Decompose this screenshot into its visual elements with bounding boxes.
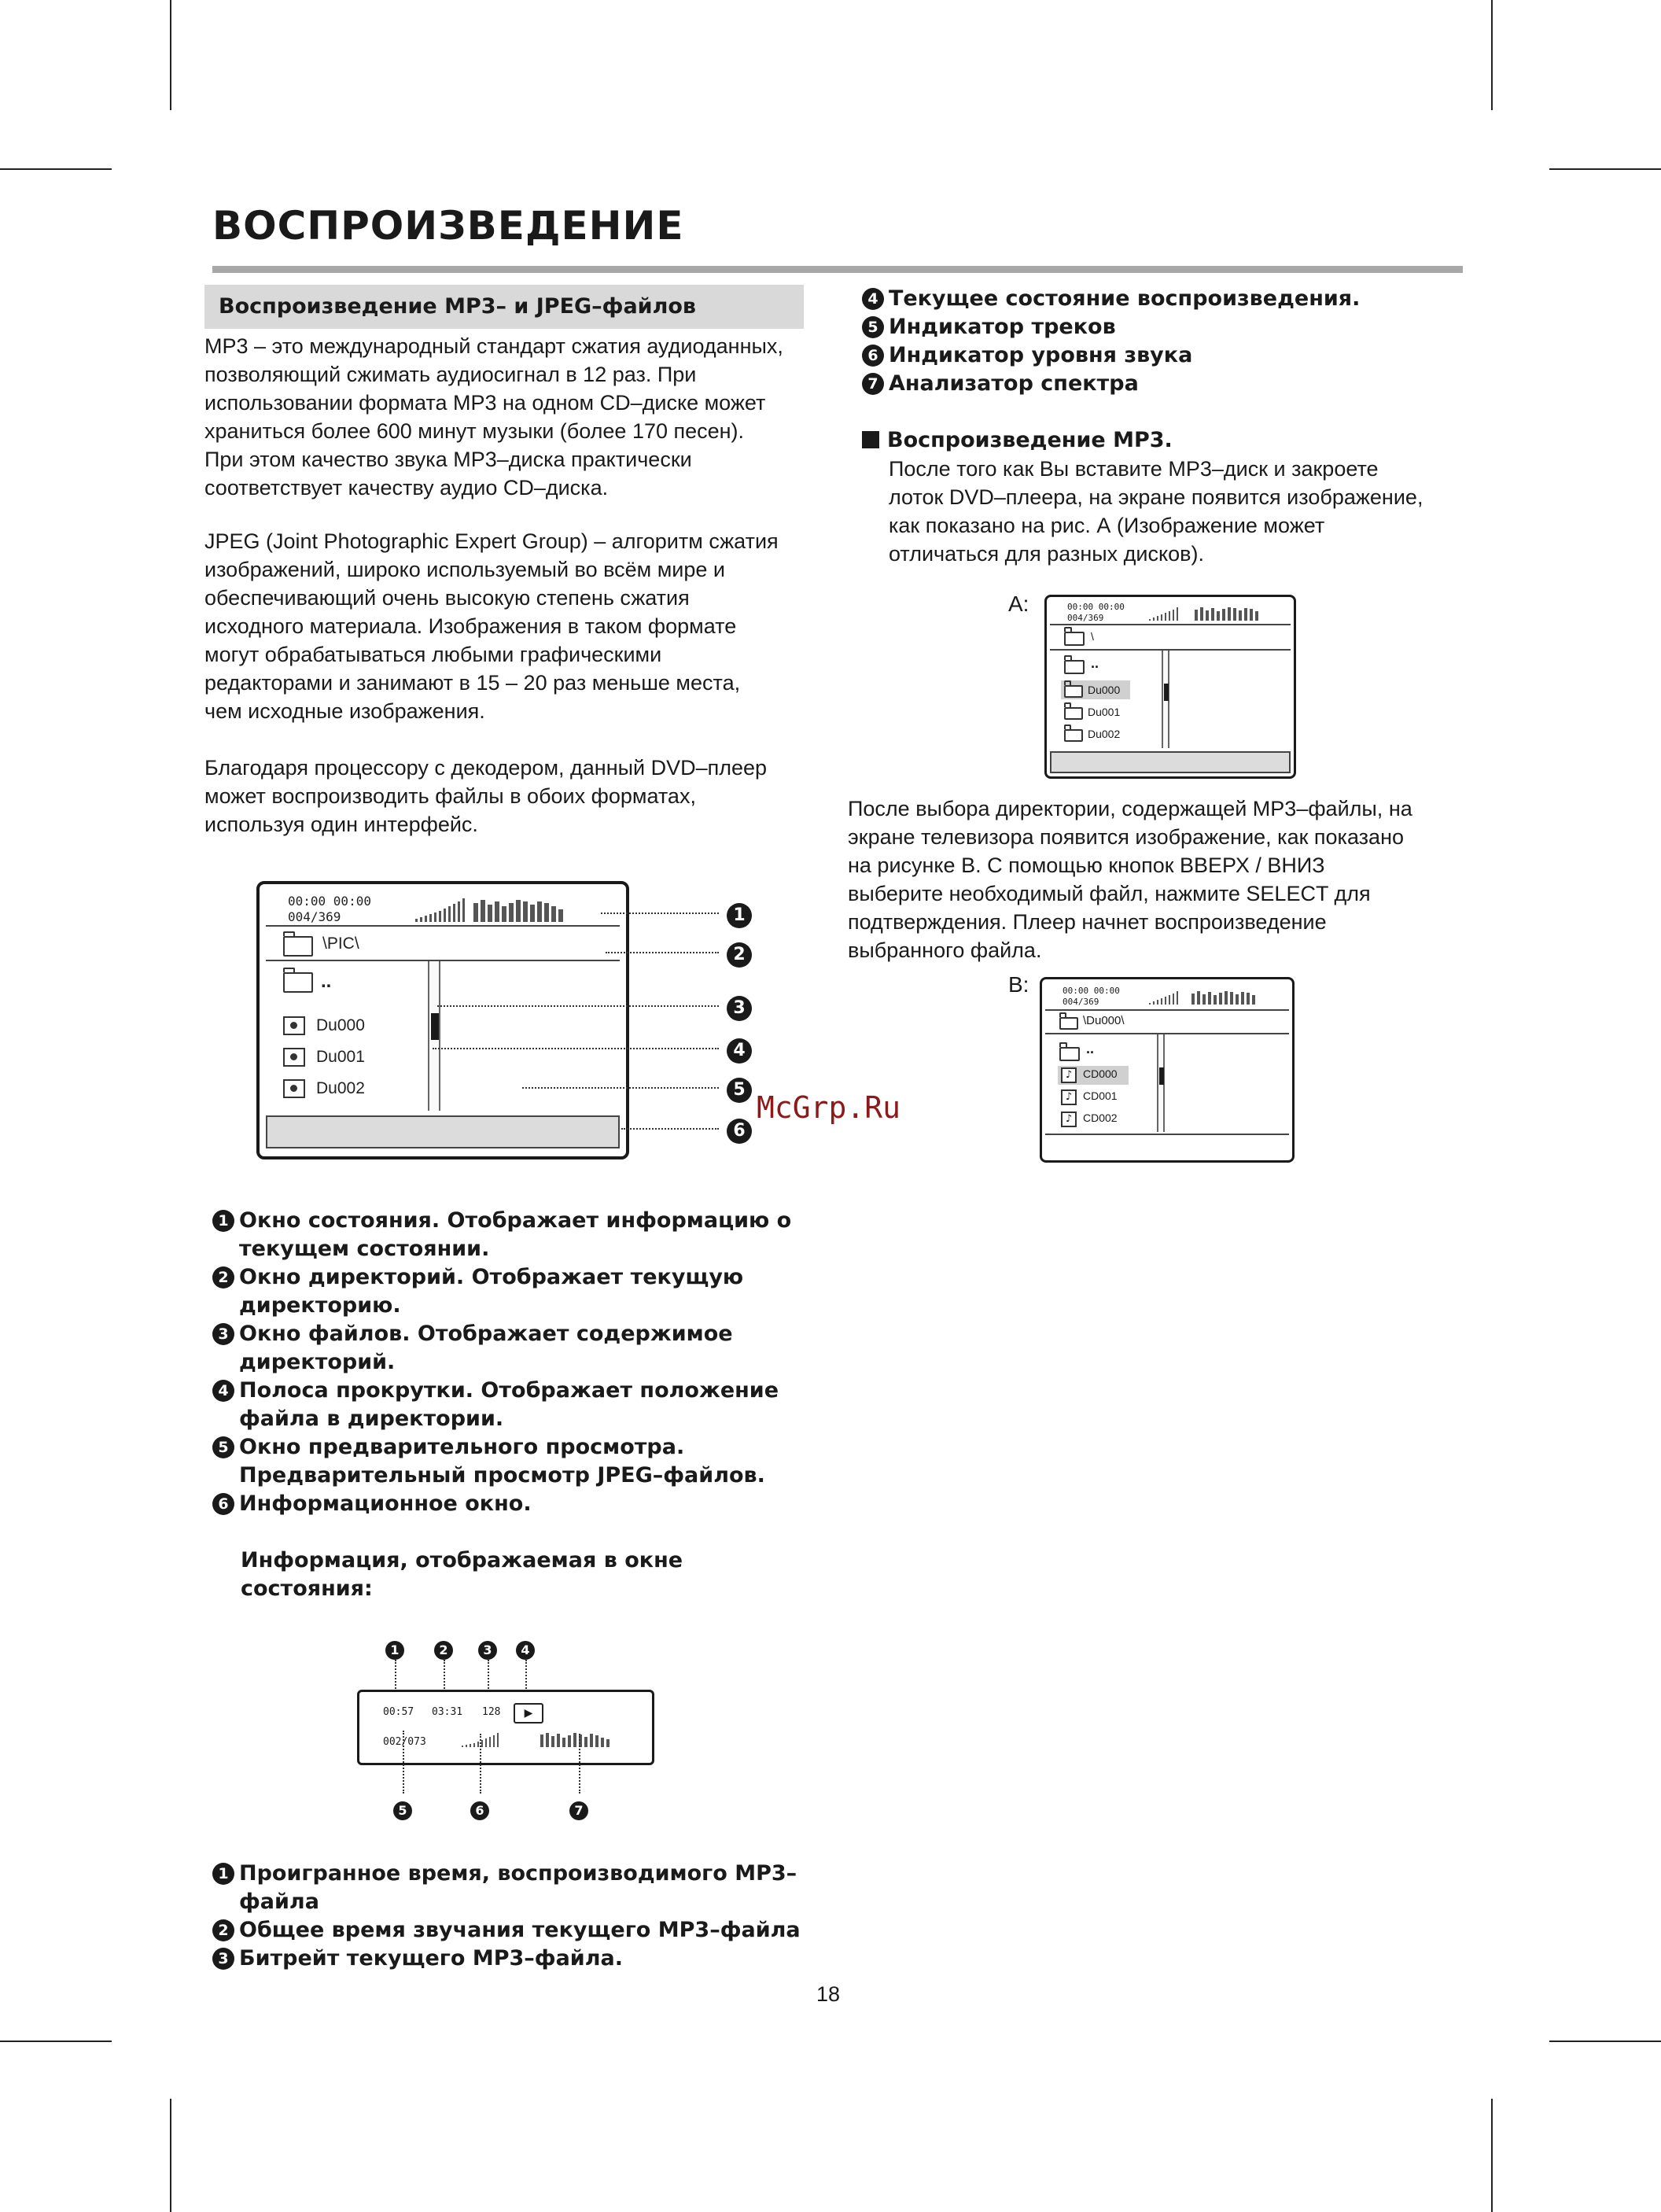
scrollbar [428, 961, 440, 1111]
callout-6: 6 [727, 1119, 752, 1144]
music-note-icon: ♪ [1061, 1112, 1077, 1127]
callout-3: 3 [727, 996, 752, 1021]
file-item: Du001 [316, 1048, 365, 1066]
scrollbar [1162, 651, 1169, 748]
folder-icon [1064, 707, 1083, 720]
callout-4: 4 [727, 1038, 752, 1064]
play-state-icon: ▶ [514, 1703, 543, 1724]
page-number: 18 [816, 1982, 841, 2006]
screen-a-mockup [1044, 595, 1296, 779]
legend-item: 6 Индикатор уровня звука [862, 341, 1475, 370]
section-title: Воспроизведение MP3– и JPEG–файлов [204, 285, 804, 329]
legend-item: 1 Окно состояния. Отображает информацию о текущем состоянии. [212, 1207, 826, 1263]
file-item: CD002 [1083, 1112, 1118, 1124]
folder-icon [1064, 729, 1083, 742]
status-track: 004/369 [288, 909, 341, 924]
file-item: Du000 [1088, 684, 1121, 696]
screen-b-mockup [1040, 977, 1295, 1163]
mp3-paragraph: После того как Вы вставите MP3–диск и закроете лоток DVD–плеера, на экране появится изображение, как показано на рис. А (Изображение может отличаться для разных дисков). [889, 457, 1423, 566]
parent-dir: .. [1091, 655, 1099, 671]
camera-icon [283, 1048, 305, 1067]
folder-icon [1059, 1017, 1078, 1030]
folder-icon [1064, 632, 1085, 646]
crop-mark [1491, 2099, 1493, 2212]
parent-dir: .. [321, 971, 332, 992]
status-track: 004/369 [1063, 997, 1099, 1007]
status-callout-5: 5 [393, 1801, 412, 1820]
crop-mark [1491, 0, 1493, 110]
legend-item: 4 Полоса прокрутки. Отображает положение файла в директории. [212, 1377, 826, 1433]
folder-icon [1064, 660, 1085, 674]
paragraph-interface: Благодаря процессору с декодером, данный DVD–плеер может воспроизводить файлы в обоих форматах, используя один интерфейс. [204, 756, 768, 836]
crop-mark [170, 2099, 171, 2212]
mp3-heading: Воспроизведение MP3. [862, 426, 1173, 455]
callout-5: 5 [727, 1078, 752, 1103]
elapsed-time: 00:57 [383, 1706, 414, 1718]
track-indicator: 002/073 [383, 1736, 426, 1748]
scrollbar-thumb [1159, 1067, 1164, 1085]
file-item: CD000 [1083, 1067, 1118, 1080]
page-title: ВОСПРОИЗВЕДЕНИЕ [212, 203, 684, 249]
status-callout-3: 3 [478, 1641, 497, 1660]
directory-path: \ [1091, 630, 1094, 643]
legend-item: 5 Окно предварительного просмотра. Предварительный просмотр JPEG–файлов. [212, 1433, 826, 1490]
legend-item: 5 Индикатор треков [862, 313, 1475, 341]
legend-item: 1 Проигранное время, воспроизводимого MP3– файла [212, 1860, 826, 1916]
bitrate: 128 [482, 1706, 501, 1718]
folder-icon [1064, 685, 1083, 698]
status-callout-1: 1 [385, 1641, 404, 1660]
status-legend-left [212, 1860, 826, 1973]
screen-b-label: B: [1008, 972, 1029, 997]
parent-dir: .. [1086, 1041, 1095, 1056]
file-item: Du001 [1088, 706, 1121, 718]
callout-2: 2 [727, 942, 752, 968]
file-item: Du000 [316, 1016, 365, 1034]
status-time: 00:00 00:00 [288, 894, 371, 909]
watermark: McGrp.Ru [757, 1090, 901, 1125]
spectrum-analyzer [540, 1730, 610, 1747]
folder-icon [1059, 1047, 1080, 1061]
status-legend-right [862, 285, 1475, 398]
camera-icon [283, 1079, 305, 1098]
folder-icon [283, 936, 313, 957]
scrollbar-thumb [1164, 684, 1169, 701]
legend-item: 2 Окно директорий. Отображает текущую директорию. [212, 1263, 826, 1320]
status-time: 00:00 00:00 [1067, 602, 1125, 612]
camera-icon [283, 1016, 305, 1035]
paragraph-jpeg: JPEG (Joint Photographic Expert Group) – алгоритм сжатия изображений, широко используемый во всём мире и обеспечивающий очень высокую степень сжатия исходного материала. Изображения в таком формате могут обрабатываться любыми графическими редакторами и занимают в 15 – 20 раз меньше места, чем исходные изображения. [204, 529, 779, 723]
music-note-icon: ♪ [1061, 1089, 1077, 1105]
file-item: Du002 [316, 1079, 365, 1097]
directory-path: \PIC\ [322, 935, 359, 953]
legend-item: 2 Общее время звучания текущего MP3–файла [212, 1916, 826, 1945]
main-screen-mockup [256, 881, 629, 1159]
square-bullet-icon [862, 431, 879, 448]
crop-mark [1549, 2041, 1661, 2042]
volume-indicator [1149, 603, 1178, 621]
callout-1: 1 [727, 903, 752, 928]
spectrum-analyzer [1195, 603, 1258, 621]
volume-indicator [1149, 987, 1178, 1005]
directory-path: \Du000\ [1083, 1014, 1125, 1027]
file-item: CD001 [1083, 1089, 1118, 1102]
crop-mark [0, 168, 112, 170]
legend-list [212, 1207, 826, 1518]
volume-indicator [415, 895, 465, 922]
status-time: 00:00 00:00 [1063, 986, 1120, 996]
status-track: 004/369 [1067, 613, 1104, 623]
legend-item: 3 Битрейт текущего MP3–файла. [212, 1945, 826, 1973]
total-time: 03:31 [432, 1706, 463, 1718]
title-rule [212, 266, 1463, 273]
music-note-icon: ♪ [1061, 1067, 1077, 1083]
scrollbar-thumb [431, 1013, 439, 1040]
screen-a-label: A: [1008, 592, 1029, 616]
status-heading: Информация, отображаемая в окне состояния: [241, 1548, 683, 1601]
after-selection-paragraph: После выбора директории, содержащей MP3–файлы, на экране телевизора появится изображение, как показано на рисунке В. С помощью кнопок ВВЕРХ / ВНИЗ выберите необходимый файл, нажмите SELECT для подтверждения. Плеер начнет воспроизведение выбранного файла. [848, 797, 1412, 962]
spectrum-analyzer [473, 895, 563, 922]
crop-mark [1549, 168, 1661, 170]
status-callout-7: 7 [569, 1801, 588, 1820]
legend-item: 7 Анализатор спектра [862, 370, 1475, 398]
legend-item: 3 Окно файлов. Отображает содержимое директорий. [212, 1320, 826, 1377]
paragraph-mp3: MP3 – это международный стандарт сжатия аудиоданных, позволяющий сжимать аудиосигнал в 12 раз. При использовании формата MP3 на одном CD–диске может храниться более 600 минут музыки (более 170 песен). При этом качество звука MP3–диска практически соответствует качеству аудио CD–диска. [204, 334, 783, 500]
legend-item: 4 Текущее состояние воспроизведения. [862, 285, 1475, 313]
legend-item: 6 Информационное окно. [212, 1490, 826, 1518]
info-window [1050, 751, 1291, 773]
crop-mark [170, 0, 171, 110]
file-item: Du002 [1088, 728, 1121, 740]
info-window [266, 1115, 620, 1148]
status-callout-2: 2 [434, 1641, 453, 1660]
status-window-mockup [357, 1690, 654, 1765]
crop-mark [0, 2041, 112, 2042]
spectrum-analyzer [1191, 987, 1255, 1005]
folder-icon [283, 972, 313, 993]
status-callout-6: 6 [470, 1801, 489, 1820]
scrollbar [1157, 1034, 1165, 1132]
status-callout-4: 4 [516, 1641, 535, 1660]
